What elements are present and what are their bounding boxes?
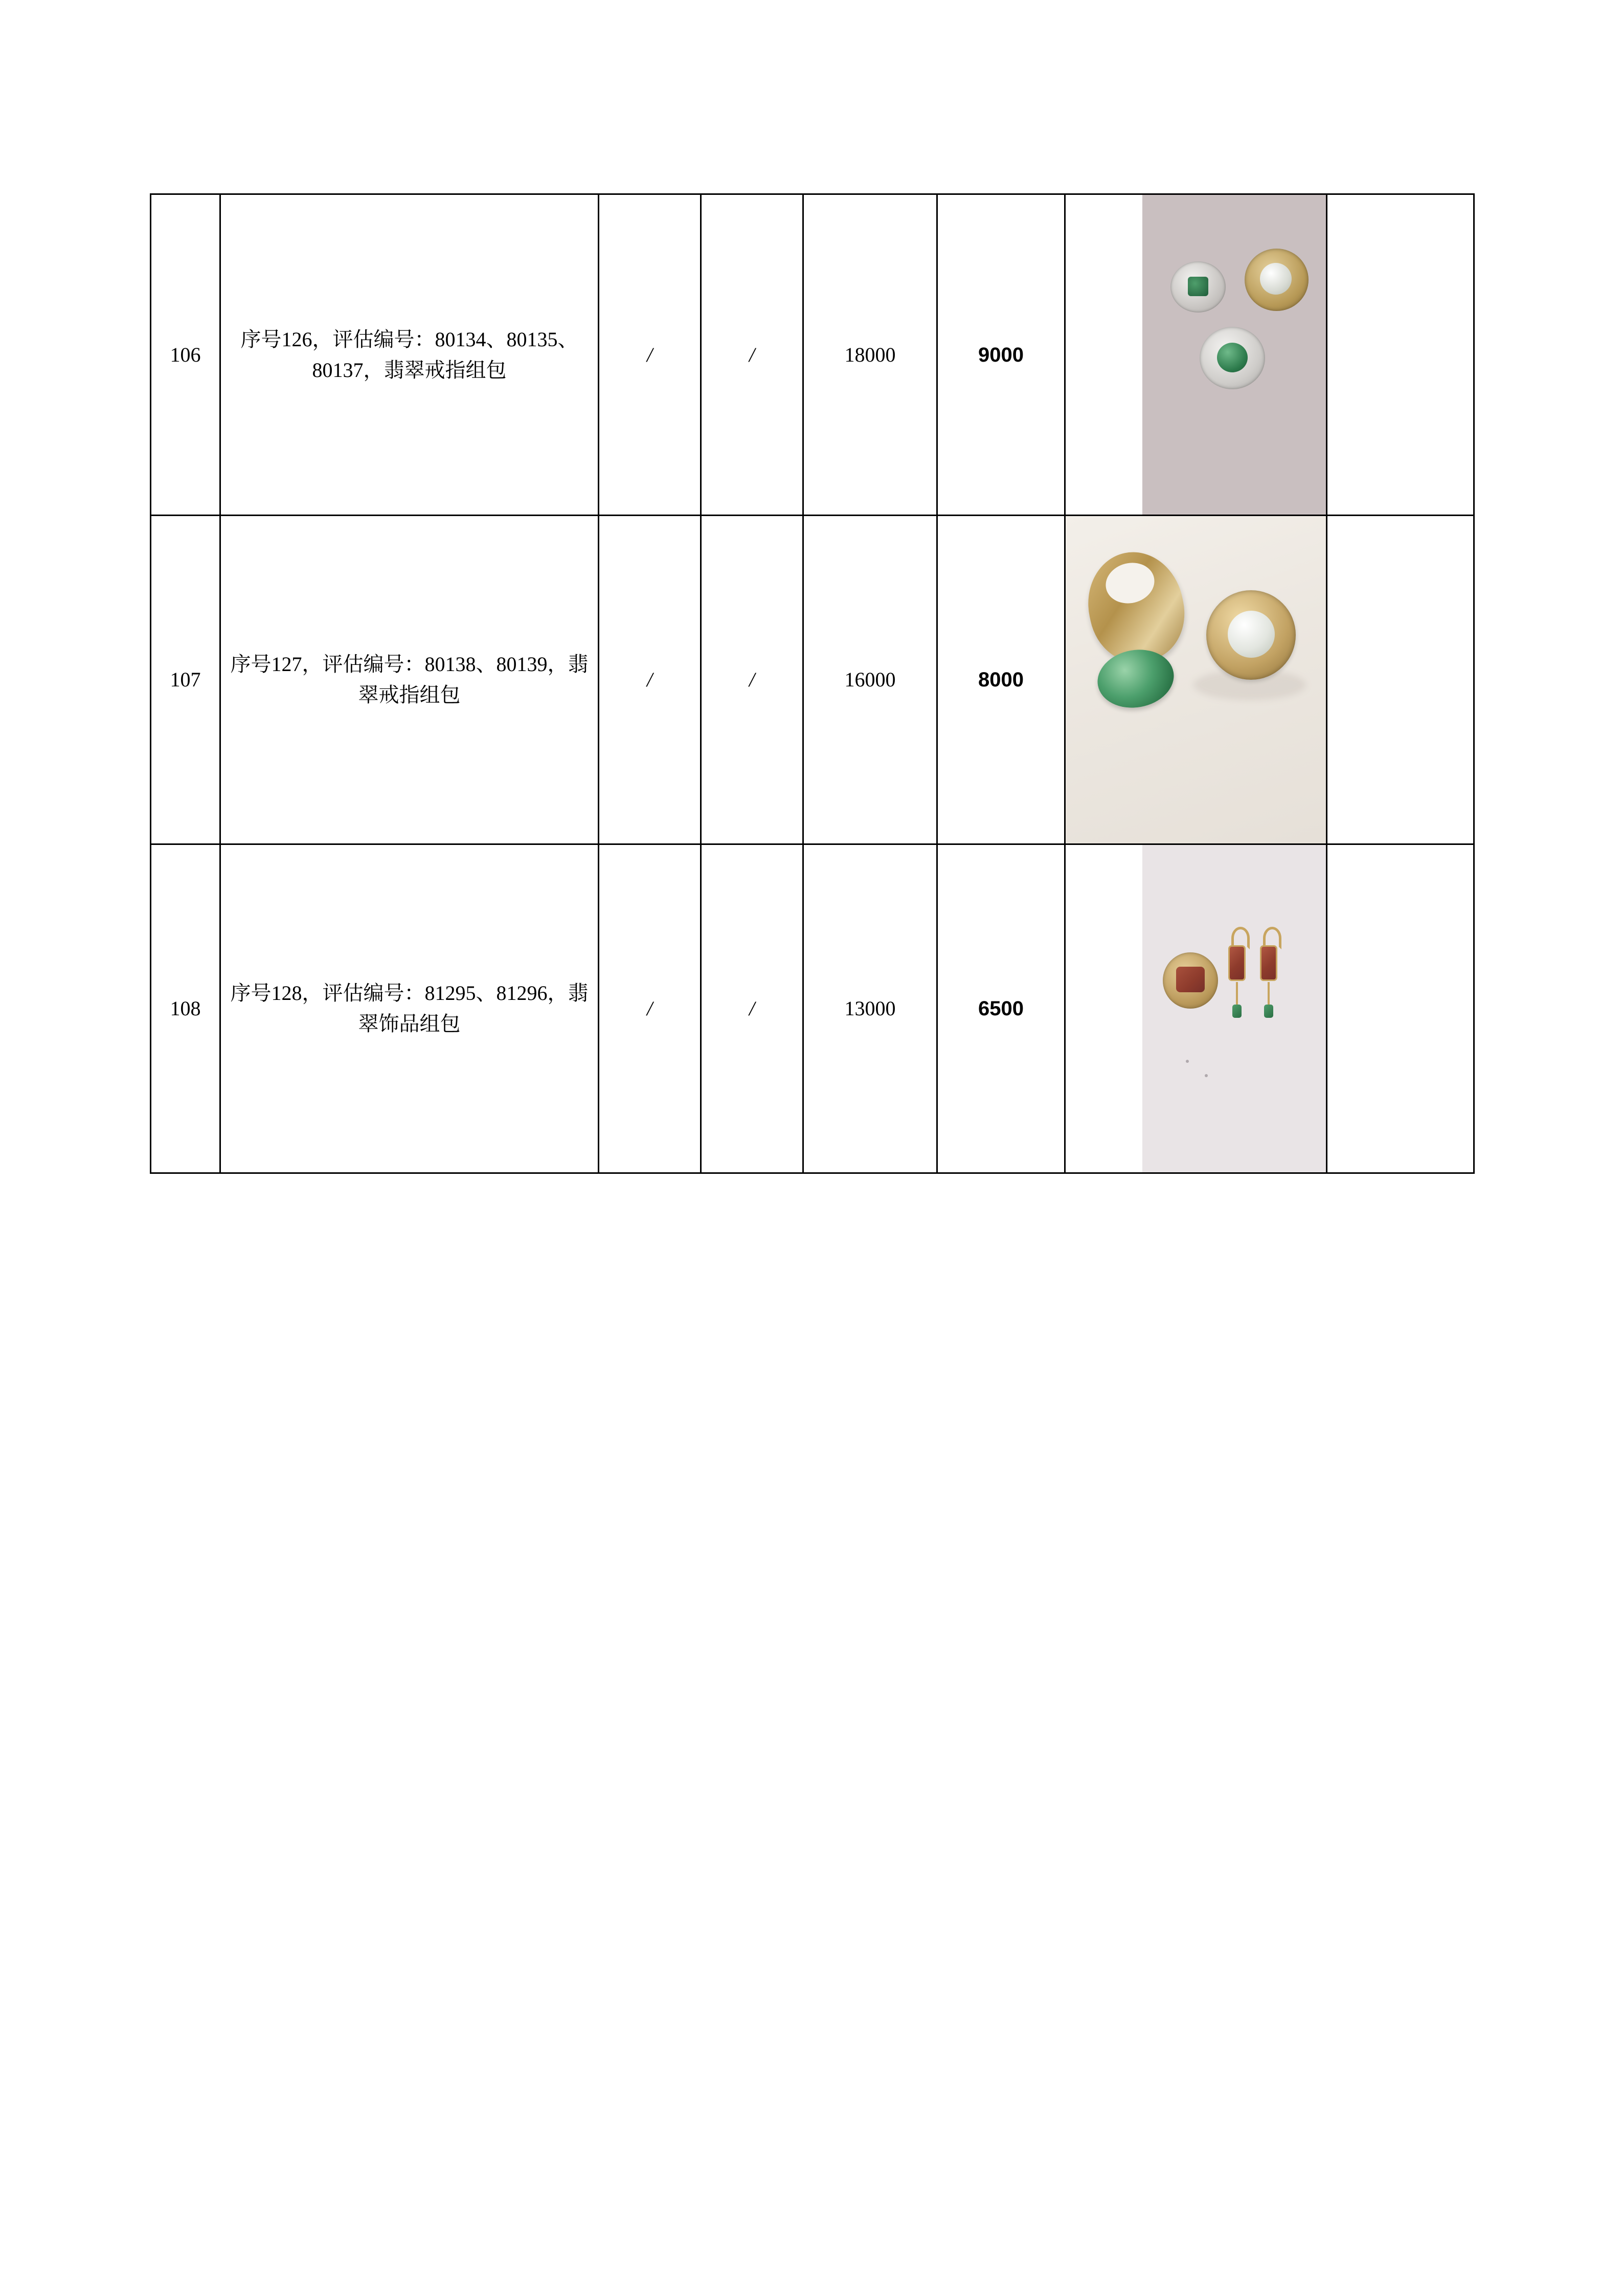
cell-description: 序号126，评估编号：80134、80135、80137，翡翠戒指组包	[220, 194, 599, 516]
cell-unit: /	[701, 844, 803, 1173]
cell-quantity: /	[599, 844, 701, 1173]
cell-index: 108	[151, 844, 220, 1173]
table-row	[151, 844, 1474, 1173]
product-photo	[1066, 195, 1326, 515]
product-photo	[1066, 516, 1326, 843]
cell-photo	[1065, 844, 1327, 1173]
cell-quantity: /	[599, 516, 701, 844]
jade-ring-icon	[1200, 327, 1265, 389]
earring-chain	[1268, 982, 1270, 1006]
cell-unit: /	[701, 194, 803, 516]
cell-description: 序号128，评估编号：81295、81296，翡翠饰品组包	[220, 844, 599, 1173]
photo-speck	[1205, 1074, 1208, 1077]
cell-photo	[1065, 516, 1327, 844]
cell-photo	[1065, 194, 1327, 516]
cell-eval-price: 18000	[803, 194, 937, 516]
cell-note	[1327, 516, 1474, 844]
table-row	[151, 194, 1474, 516]
photo-speck	[1186, 1060, 1189, 1063]
earring-drop	[1232, 1005, 1242, 1018]
cell-note	[1327, 194, 1474, 516]
jade-ring-icon	[1170, 261, 1226, 313]
cell-start-price: 8000	[937, 516, 1065, 844]
cell-description: 序号127，评估编号：80138、80139，翡翠戒指组包	[220, 516, 599, 844]
earring-chain	[1236, 982, 1238, 1006]
cell-note	[1327, 844, 1474, 1173]
cell-start-price: 9000	[937, 194, 1065, 516]
earring-bar	[1228, 945, 1246, 981]
product-photo	[1066, 845, 1326, 1172]
gold-ring-icon	[1163, 952, 1218, 1009]
earring-bar	[1260, 945, 1277, 981]
cell-index: 106	[151, 194, 220, 516]
jade-ring-icon	[1206, 590, 1296, 680]
cell-start-price: 6500	[937, 844, 1065, 1173]
cell-index: 107	[151, 516, 220, 844]
asset-table	[150, 193, 1475, 1174]
asset-table-container	[150, 193, 1473, 1174]
cell-eval-price: 16000	[803, 516, 937, 844]
jade-ring-icon	[1245, 249, 1309, 311]
cell-eval-price: 13000	[803, 844, 937, 1173]
earring-drop	[1264, 1005, 1273, 1018]
table-row	[151, 516, 1474, 844]
cell-quantity: /	[599, 194, 701, 516]
cell-unit: /	[701, 516, 803, 844]
